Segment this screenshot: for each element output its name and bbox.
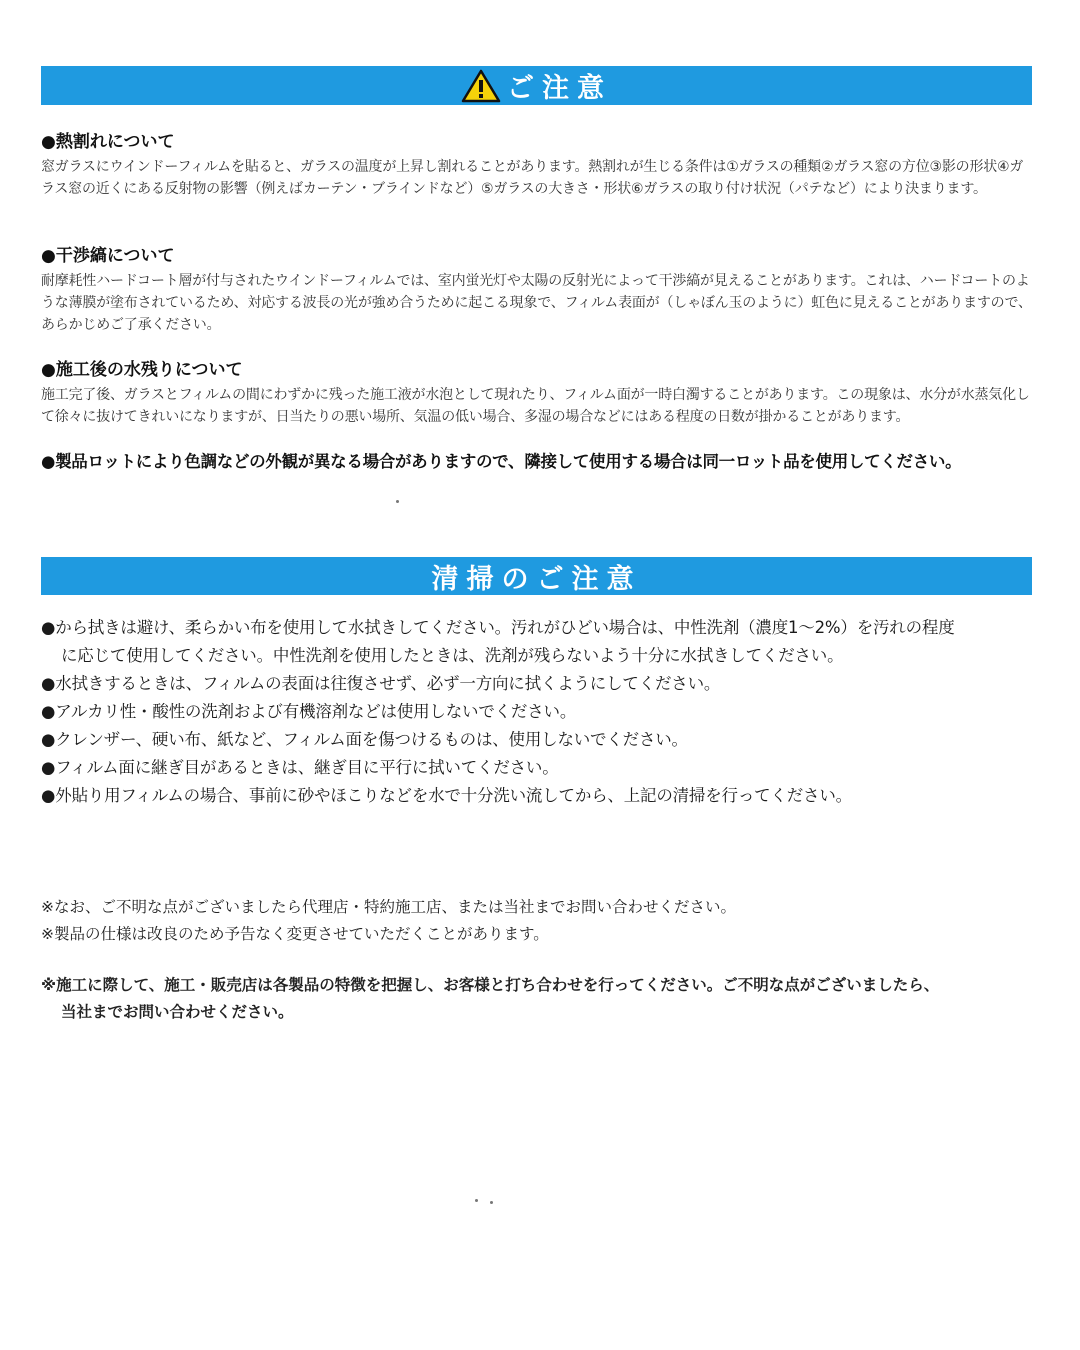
note-line: ※施工に際して、施工・販売店は各製品の特徴を把握し、お客様と打ち合わせを行ってください。ご不明な点がございましたら、 xyxy=(41,976,940,994)
list-item: ●水拭きするときは、フィルムの表面は往復させず、必ず一方向に拭くようにしてください。 xyxy=(41,674,721,693)
list-item: に応じて使用してください。中性洗剤を使用したときは、洗剤が残らないよう十分に水拭きしてください。 xyxy=(61,646,844,665)
scan-speck xyxy=(475,1199,478,1202)
cleaning-list xyxy=(41,614,1041,810)
note-line: ※製品の仕様は改良のため予告なく変更させていただくことがあります。 xyxy=(41,925,549,943)
list-item: ●アルカリ性・酸性の洗剤および有機溶剤などは使用しないでください。 xyxy=(41,702,577,721)
section-heat-crack xyxy=(41,127,1036,200)
cleaning-banner xyxy=(41,557,1032,595)
scan-speck xyxy=(490,1201,493,1204)
section-body: 耐摩耗性ハードコート層が付与されたウインドーフィルムでは、室内蛍光灯や太陽の反射光によって干渉縞が見えることがあります。これは、ハードコートのような薄膜が塗布されているため、対応する波長の光が強め合うために起こる現象で、フィルム表面が（しゃぼん玉のように）虹色に見えることがありますので、あらかじめご了承ください。 xyxy=(41,273,1032,333)
lot-note: ●製品ロットにより色調などの外観が異なる場合がありますので、隣接して使用する場合は同一ロット品を使用してください。 xyxy=(41,452,962,471)
section-body: 窓ガラスにウインドーフィルムを貼ると、ガラスの温度が上昇し割れることがあります。熱割れが生じる条件は①ガラスの種類②ガラス窓の方位③影の形状④ガラス窓の近くにある反射物の影響（例えばカーテン・ブラインドなど）⑤ガラスの大きさ・形状⑥ガラスの取り付け状況（パテなど）により決まります。 xyxy=(41,159,1024,197)
final-note-block xyxy=(41,972,1041,1026)
caution-title: ご注意 xyxy=(507,73,612,104)
warning-triangle-icon xyxy=(461,69,501,103)
note-line: ※なお、ご不明な点がございましたら代理店・特約施工店、または当社までお問い合わせください。 xyxy=(41,898,736,916)
list-item: ●から拭きは避け、柔らかい布を使用して水拭きしてください。汚れがひどい場合は、中性洗剤（濃度1〜2%）を汚れの程度 xyxy=(41,618,955,637)
section-heading: ●干渉縞について xyxy=(41,246,175,266)
section-water-residue xyxy=(41,355,1036,428)
section-interference xyxy=(41,241,1036,336)
list-item: ●フィルム面に継ぎ目があるときは、継ぎ目に平行に拭いてください。 xyxy=(41,758,559,777)
list-item: ●クレンザー、硬い布、紙など、フィルム面を傷つけるものは、使用しないでください。 xyxy=(41,730,688,749)
section-heading: ●施工後の水残りについて xyxy=(41,360,243,380)
cleaning-title: 清掃のご注意 xyxy=(431,563,642,595)
caution-banner xyxy=(41,66,1032,105)
notes-block xyxy=(41,894,1041,948)
note-line: 当社までお問い合わせください。 xyxy=(61,1003,294,1021)
scan-speck xyxy=(396,500,399,503)
section-body: 施工完了後、ガラスとフィルムの間にわずかに残った施工液が水泡として現れたり、フィルム面が一時白濁することがあります。この現象は、水分が水蒸気化して徐々に抜けてきれいになりますが、日当たりの悪い場所、気温の低い場合、多湿の場合などにはある程度の日数が掛かることがあります。 xyxy=(41,387,1030,425)
list-item: ●外貼り用フィルムの場合、事前に砂やほこりなどを水で十分洗い流してから、上記の清掃を行ってください。 xyxy=(41,786,852,805)
section-heading: ●熱割れについて xyxy=(41,132,175,152)
